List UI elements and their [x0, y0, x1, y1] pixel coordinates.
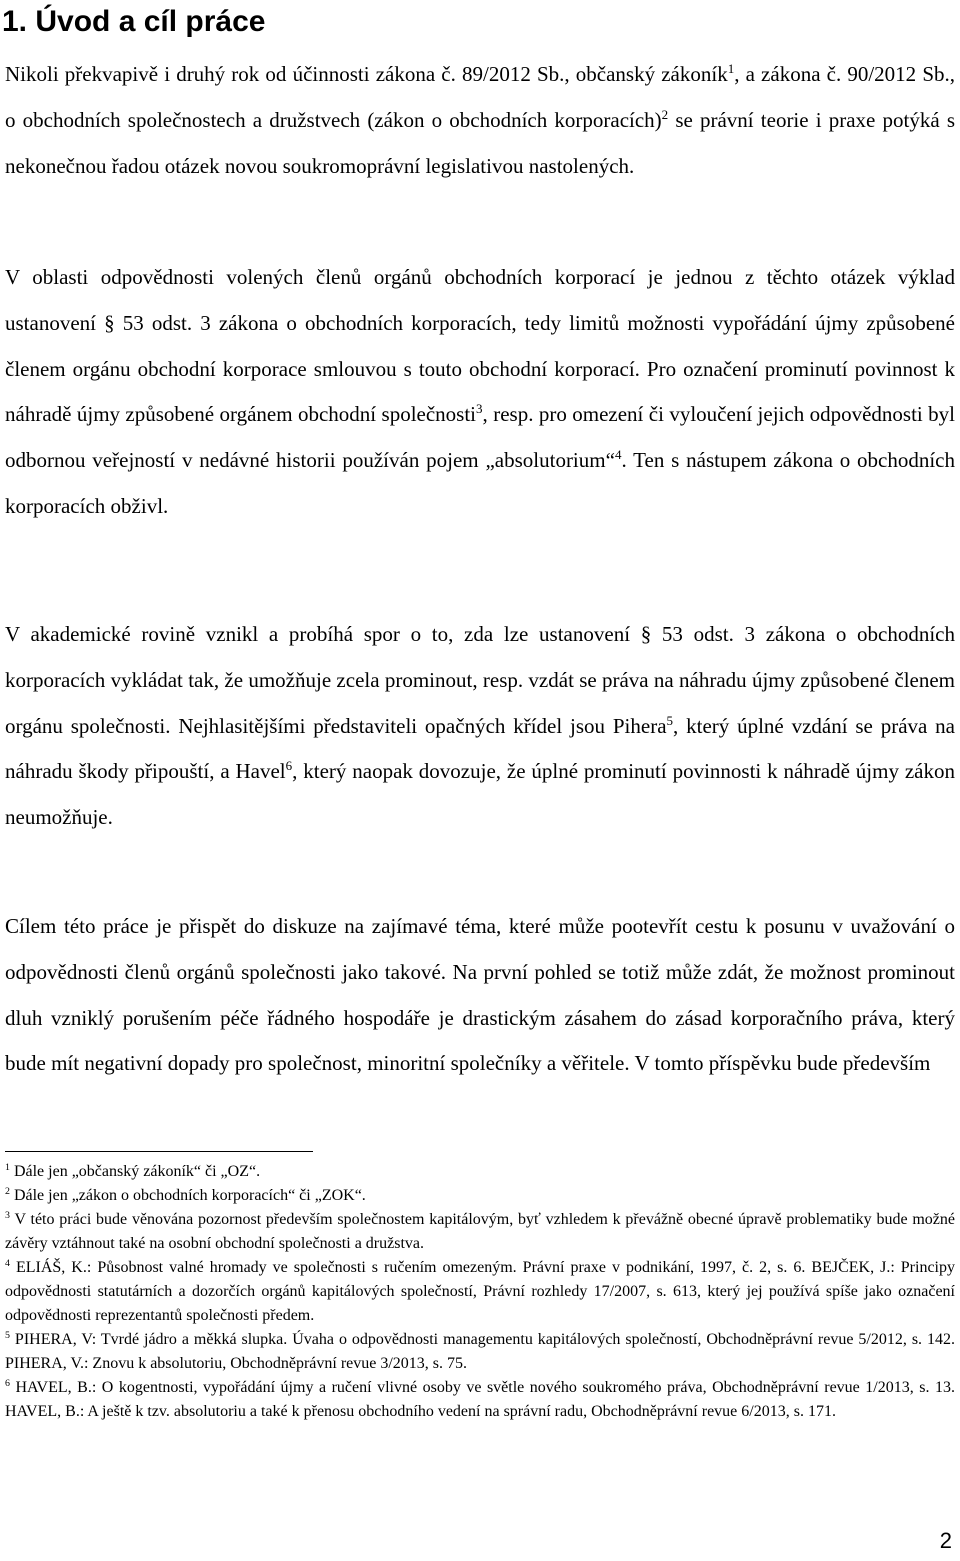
intro-paragraph-4	[5, 904, 955, 1087]
footnote-number: 4	[5, 1257, 10, 1269]
intro-paragraph-3	[5, 612, 955, 841]
intro-paragraph-2	[5, 255, 955, 530]
footnote-number: 2	[5, 1185, 10, 1197]
footnote-number: 1	[5, 1161, 10, 1173]
footnote-number: 6	[5, 1377, 10, 1389]
paragraph-text: , který naopak dovozuje, že úplné prominutí povinnosti k náhradě újmy zákon neumožňuje.	[5, 759, 955, 830]
footnote-text: Dále jen „občanský zákoník“ či „OZ“.	[13, 1163, 261, 1180]
paragraph-text: Nikoli překvapivě i druhý rok od účinnosti zákona č. 89/2012 Sb., občanský zákoník	[5, 62, 728, 86]
paragraph-text: se právní teorie i praxe potýká s nekonečnou řadou otázek novou soukromoprávní legislativou nastolených.	[5, 107, 955, 178]
footnote-5	[5, 1328, 955, 1376]
paragraph-text: , který úplné vzdání se práva na náhradu škody připouští, a Havel	[5, 713, 955, 784]
paragraph-text: V akademické rovině vznikl a probíhá spor o to, zda lze ustanovení § 53 odst. 3 zákona o obchodních korporacích vykládat tak, že umožňuje zcela prominout, resp. vzdát se práva na náhradu újmy způsobené členem orgánu společnosti. Nejhlasitějšími představiteli opačných křídel jsou Pihera	[5, 622, 955, 738]
footnote-4	[5, 1256, 955, 1328]
footnotes	[5, 1160, 955, 1424]
footnote-text: PIHERA, V: Tvrdé jádro a měkká slupka. Úvaha o odpovědnosti managementu kapitálových společností, Obchodněprávní revue 5/2012, s. 142. PIHERA, V.: Znovu k absolutoriu, Obchodněprávní revue 3/2013, s. 75.	[5, 1331, 956, 1372]
section-heading: 1. Úvod a cíl práce	[2, 5, 266, 38]
footnote-ref-4[interactable]: 4	[614, 447, 622, 463]
footnote-text: HAVEL, B.: O kogentnosti, vypořádání újmy a ručení vlivné osoby ve světle nového soukromého práva, Obchodněprávní revue 1/2013, s. 13. HAVEL, B.: A ještě k tzv. absolutoriu a také k přenosu obchodního vedení na správní radu, Obchodněprávní revue 6/2013, s. 171.	[5, 1379, 956, 1420]
footnote-6	[5, 1376, 955, 1424]
footnote-number: 5	[5, 1329, 10, 1341]
page-number: 2	[939, 1528, 952, 1553]
footnote-separator	[5, 1151, 313, 1152]
paragraph-text: Cílem této práce je přispět do diskuze na zajímavé téma, které může pootevřít cestu k posunu v uvažování o odpovědnosti členů orgánů společnosti jako takové. Na první pohled se totiž může zdát, že možnost prominout dluh vzniklý porušením péče řádného hospodáře je drastickým zásahem do zásad korporačního práva, který bude mít negativní dopady pro společnost, minoritní společníky a věřitele. V tomto příspěvku bude především	[5, 914, 955, 1076]
intro-paragraph-1	[5, 52, 955, 189]
footnote-ref-3[interactable]: 3	[476, 401, 483, 417]
footnote-ref-5[interactable]: 5	[666, 712, 674, 728]
footnote-ref-6[interactable]: 6	[285, 758, 293, 774]
footnote-ref-2[interactable]: 2	[661, 106, 669, 122]
footnote-3	[5, 1208, 955, 1256]
footnote-text: Dále jen „zákon o obchodních korporacích“ či „ZOK“.	[13, 1187, 366, 1204]
paragraph-text: , a zákona č. 90/2012 Sb., o obchodních společnostech a družstvech (zákon o obchodních korporacích)	[5, 62, 955, 132]
footnote-number: 3	[5, 1209, 10, 1221]
footnote-1	[5, 1160, 955, 1184]
paragraph-text: . Ten s nástupem zákona o obchodních korporacích obživl.	[5, 448, 956, 518]
paragraph-text: V oblasti odpovědnosti volených členů orgánů obchodních korporací je jednou z těchto otázek výklad ustanovení § 53 odst. 3 zákona o obchodních korporacích, tedy limitů možnosti vypořádání újmy způsobené členem orgánu obchodní korporace smlouvou s touto obchodní korporací. Pro označení prominutí povinnost k náhradě újmy způsobené orgánem obchodní společnosti	[5, 265, 955, 427]
footnote-text: ELIÁŠ, K.: Působnost valné hromady ve společnosti s ručením omezeným. Právní praxe v podnikání, 1997, č. 2, s. 6. BEJČEK, J.: Principy odpovědnosti statutárních a dozorčích orgánů kapitálových společností, Právní rozhledy 17/2007, s. 613, který jej používá spíše jako označení odpovědnosti reprezentantů společnosti předem.	[5, 1259, 955, 1324]
footnote-text: V této práci bude věnována pozornost především společnostem kapitálovým, byť vzhledem k převážně obecné úpravě problematiky bude možné závěry vztáhnout také na osobní obchodní společnosti a družstva.	[5, 1211, 955, 1252]
paragraph-text: , resp. pro omezení či vyloučení jejich odpovědnosti byl odbornou veřejností v nedávné historii používán pojem „absolutorium“	[5, 402, 956, 473]
footnote-2	[5, 1184, 955, 1208]
footnote-ref-1[interactable]: 1	[727, 60, 735, 76]
